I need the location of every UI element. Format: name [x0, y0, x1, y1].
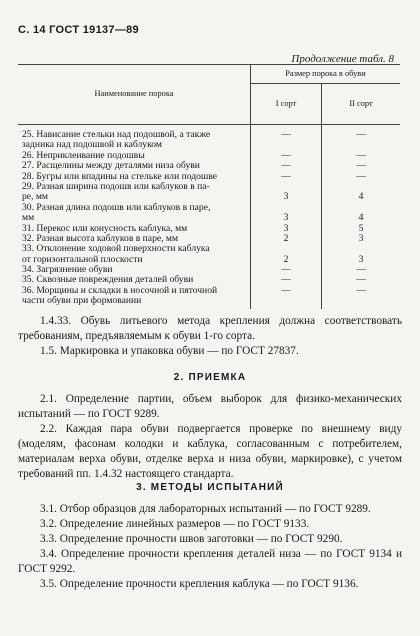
- cell-line: 3: [358, 253, 364, 265]
- cell-line: —: [356, 149, 366, 161]
- sort-1-value-cell: [251, 172, 322, 182]
- cell-line: —: [281, 284, 291, 296]
- sort-1-value-cell: [251, 286, 322, 309]
- cell-line: 3: [283, 191, 289, 203]
- defects-table: [18, 64, 400, 309]
- sort-1-value-cell: [251, 244, 322, 265]
- cell-line: —: [356, 170, 366, 182]
- cell-line: ре, мм: [22, 191, 48, 203]
- cell-line: от горизонтальной плоскости: [22, 253, 143, 265]
- cell-line: —: [356, 160, 366, 172]
- table-row: [18, 161, 400, 171]
- section-title-test-methods: 3. МЕТОДЫ ИСПЫТАНИЙ: [136, 482, 284, 493]
- column-header-sort-2: II сорт: [322, 84, 401, 125]
- cell-line: 26. Неприклеивание подошвы: [22, 149, 145, 161]
- sort-2-value-cell: [322, 172, 401, 182]
- cell-line: —: [281, 170, 291, 182]
- sort-2-value-cell: [322, 182, 401, 203]
- sort-2-value-cell: [322, 161, 401, 171]
- table-row: [18, 125, 400, 151]
- cell-line: [322, 296, 400, 306]
- cell-line: 3: [283, 212, 289, 224]
- paragraph: 1.4.33. Обувь литьевого метода крепления должна соответствовать требованиям, предъявляемым к обуви 1-го сорта.: [18, 315, 402, 342]
- cell-line: 25. Нависание стельки над подошвой, а также: [22, 129, 211, 140]
- sort-2-value-cell: [322, 244, 401, 265]
- sort-1-value-cell: [251, 125, 322, 151]
- paragraph: 1.5. Маркировка и упаковка обуви — по ГОСТ 27837.: [40, 345, 299, 357]
- cell-line: —: [281, 264, 291, 276]
- cell-line: —: [281, 274, 291, 286]
- cell-line: [251, 296, 321, 306]
- sort-2-value-cell: [322, 125, 401, 151]
- cell-line: 3: [283, 222, 289, 234]
- section-title-acceptance: 2. ПРИЕМКА: [173, 372, 247, 383]
- defects-table-body: [18, 125, 400, 309]
- cell-line: 36. Морщины и складки в носочной и пяточной: [22, 284, 218, 296]
- defect-name-cell: [18, 244, 251, 265]
- defect-name-cell: [18, 182, 251, 203]
- cell-line: 31. Перекос или конусность каблука, мм: [22, 222, 188, 234]
- defect-name-cell: [18, 203, 251, 224]
- cell-line: 35. Сквозные повреждения деталей обуви: [22, 274, 194, 286]
- column-header-defect-size: Размер порока в обуви: [251, 65, 401, 84]
- column-header-sort-1: I сорт: [251, 84, 322, 125]
- sort-1-value-cell: [251, 203, 322, 224]
- cell-line: 2: [283, 253, 289, 265]
- cell-line: —: [356, 274, 366, 286]
- sort-1-value-cell: [251, 182, 322, 203]
- cell-line: 32. Разная высота каблуков в паре, мм: [22, 232, 179, 244]
- cell-line: 29. Разная ширина подошв или каблуков в па-: [22, 180, 210, 192]
- table-row: [18, 203, 400, 224]
- paragraphs-section-2: [18, 392, 402, 482]
- cell-line: 4: [358, 191, 364, 203]
- paragraph: 2.2. Каждая пара обуви подвергается проверке по внешнему виду (моделям, фасонам колодки и каблука, согласованным с потребителем, материалам верха обуви, отделке верха и низа обуви, маркировке), с учетом требований пп. 1.4.32 настоящего стандарта.: [18, 423, 402, 480]
- sort-2-value-cell: [322, 234, 401, 244]
- defect-name-cell: [18, 286, 251, 309]
- cell-line: 27. Расщелины между деталями низа обуви: [22, 160, 200, 172]
- paragraphs-section-1: [18, 314, 402, 359]
- cell-line: —: [281, 160, 291, 172]
- table-row: [18, 286, 400, 309]
- cell-line: 5: [358, 222, 364, 234]
- cell-line: —: [356, 264, 366, 276]
- paragraph: 3.1. Отбор образцов для лабораторных испытаний — по ГОСТ 9289.: [40, 503, 371, 515]
- cell-line: 4: [358, 212, 364, 224]
- sort-1-value-cell: [251, 161, 322, 171]
- paragraphs-section-3: [18, 502, 402, 592]
- cell-line: мм: [22, 212, 35, 224]
- cell-line: 3: [358, 232, 364, 244]
- cell-line: 34. Загрязнение обуви: [22, 264, 113, 276]
- cell-line: —: [356, 129, 366, 140]
- column-header-defect-name: Наименование порока: [18, 65, 251, 125]
- page-reference: С. 14 ГОСТ 19137—89: [18, 24, 139, 36]
- sort-2-value-cell: [322, 286, 401, 309]
- sort-2-value-cell: [322, 203, 401, 224]
- defect-name-cell: [18, 161, 251, 171]
- paragraph: 3.4. Определение прочности крепления деталей низа — по ГОСТ 9134 и ГОСТ 9292.: [18, 548, 402, 575]
- cell-line: 33. Отклонение ходовой поверхности каблука: [22, 243, 210, 255]
- cell-line: 30. Разная длина подошв или каблуков в паре,: [22, 201, 211, 213]
- paragraph: 3.5. Определение прочности крепления каблука — по ГОСТ 9136.: [40, 578, 359, 590]
- paragraph: 3.3. Определение прочности швов заготовки — по ГОСТ 9290.: [40, 533, 343, 545]
- cell-line: —: [281, 149, 291, 161]
- defect-name-cell: [18, 125, 251, 151]
- paragraph: 3.2. Определение линейных размеров — по ГОСТ 9133.: [40, 518, 310, 530]
- table-row: [18, 244, 400, 265]
- cell-line: —: [356, 284, 366, 296]
- sort-1-value-cell: [251, 234, 322, 244]
- paragraph: 2.1. Определение партии, объем выборок для физико-механических испытаний — по ГОСТ 9289.: [18, 393, 402, 420]
- cell-line: задника над подошвой и каблуком: [22, 139, 162, 151]
- cell-line: 28. Бугры или впадины на стельке или подошве: [22, 170, 218, 182]
- cell-line: части обуви при формовании: [22, 295, 142, 307]
- cell-line: —: [281, 129, 291, 140]
- table-row: [18, 182, 400, 203]
- table-continuation-label: Продолжение табл. 8: [291, 53, 394, 65]
- cell-line: 2: [283, 232, 289, 244]
